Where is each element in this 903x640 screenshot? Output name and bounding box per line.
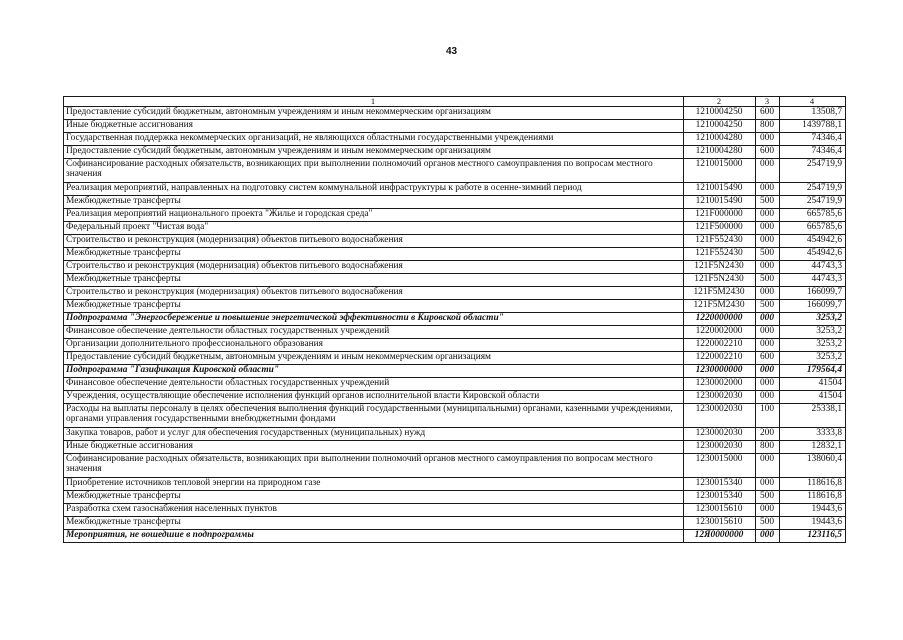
row-name-cell: Организации дополнительного профессионального образования [64,338,684,351]
row-name-cell: Реализация мероприятий национального проекта "Жилье и городская среда" [64,208,684,221]
table-row [64,364,846,377]
table-row [64,106,846,119]
row-code-cell: 1210015000 [684,158,756,182]
budget-table [63,96,846,543]
row-vr-cell: 800 [756,119,780,132]
row-vr-cell: 500 [756,490,780,503]
column-header-code: 2 [684,97,756,107]
row-code-cell: 121F5M2430 [684,286,756,299]
row-name-cell: Софинансирование расходных обязательств, возникающих при выполнении полномочий органов местного самоуправления по вопросам местного значения [64,158,684,182]
row-name-cell: Федеральный проект "Чистая вода" [64,221,684,234]
row-code-cell: 12Я0000000 [684,529,756,542]
row-code-cell: 121F500000 [684,221,756,234]
row-name-cell: Строительство и реконструкция (модернизация) объектов питьевого водоснабжения [64,234,684,247]
row-name-cell: Расходы на выплаты персоналу в целях обеспечения выполнения функций государственными (муниципальными) органами, казенными учреждениями, органами управления государственными внебюджетными фондами [64,403,684,427]
row-vr-cell: 000 [756,208,780,221]
row-code-cell: 121F5N2430 [684,273,756,286]
row-vr-cell: 000 [756,221,780,234]
row-vr-cell: 600 [756,351,780,364]
row-name-cell: Межбюджетные трансферты [64,195,684,208]
row-name-cell: Межбюджетные трансферты [64,516,684,529]
row-name-cell: Финансовое обеспечение деятельности областных государственных учреждений [64,377,684,390]
row-vr-cell: 800 [756,440,780,453]
row-amount-cell: 665785,6 [780,208,846,221]
row-vr-cell: 200 [756,427,780,440]
row-vr-cell: 500 [756,273,780,286]
row-amount-cell: 118616,8 [780,477,846,490]
table-row [64,453,846,477]
row-name-cell: Разработка схем газоснабжения населенных пунктов [64,503,684,516]
row-amount-cell: 3253,2 [780,338,846,351]
row-amount-cell: 25338,1 [780,403,846,427]
row-name-cell: Иные бюджетные ассигнования [64,119,684,132]
row-code-cell: 1230002030 [684,427,756,440]
table-row [64,338,846,351]
row-code-cell: 1210004280 [684,145,756,158]
table-row [64,234,846,247]
row-name-cell: Закупка товаров, работ и услуг для обеспечения государственных (муниципальных) нужд [64,427,684,440]
row-amount-cell: 254719,9 [780,195,846,208]
row-vr-cell: 000 [756,529,780,542]
table-row [64,312,846,325]
row-amount-cell: 166099,7 [780,299,846,312]
row-amount-cell: 665785,6 [780,221,846,234]
row-amount-cell: 3253,2 [780,312,846,325]
row-vr-cell: 000 [756,312,780,325]
row-amount-cell: 74346,4 [780,145,846,158]
row-amount-cell: 19443,6 [780,503,846,516]
row-name-cell: Государственная поддержка некоммерческих организаций, не являющихся областными государственными учреждениями [64,132,684,145]
row-amount-cell: 454942,6 [780,234,846,247]
row-code-cell: 1230000000 [684,364,756,377]
table-row [64,390,846,403]
row-name-cell: Финансовое обеспечение деятельности областных государственных учреждений [64,325,684,338]
row-vr-cell: 000 [756,132,780,145]
row-code-cell: 1230002030 [684,403,756,427]
row-amount-cell: 44743,3 [780,273,846,286]
row-name-cell: Межбюджетные трансферты [64,490,684,503]
row-code-cell: 1220002210 [684,338,756,351]
table-row [64,325,846,338]
table-row [64,440,846,453]
row-amount-cell: 254719,9 [780,182,846,195]
row-amount-cell: 454942,6 [780,247,846,260]
table-row [64,299,846,312]
row-vr-cell: 000 [756,234,780,247]
row-amount-cell: 138060,4 [780,453,846,477]
table-row [64,145,846,158]
row-name-cell: Подпрограмма "Энергосбережение и повышение энергетической эффективности в Кировской области" [64,312,684,325]
row-amount-cell: 179564,4 [780,364,846,377]
row-vr-cell: 000 [756,182,780,195]
row-vr-cell: 000 [756,477,780,490]
table-row [64,286,846,299]
row-amount-cell: 254719,9 [780,158,846,182]
row-name-cell: Мероприятия, не вошедшие в подпрограммы [64,529,684,542]
table-row [64,351,846,364]
row-amount-cell: 166099,7 [780,286,846,299]
row-name-cell: Строительство и реконструкция (модернизация) объектов питьевого водоснабжения [64,260,684,273]
column-header-amount: 4 [780,97,846,107]
row-code-cell: 1210004250 [684,119,756,132]
row-name-cell: Учреждения, осуществляющие обеспечение исполнения функций органов исполнительной власти Кировской области [64,390,684,403]
table-row [64,132,846,145]
row-vr-cell: 000 [756,338,780,351]
row-amount-cell: 3253,2 [780,325,846,338]
row-code-cell: 1220000000 [684,312,756,325]
row-amount-cell: 44743,3 [780,260,846,273]
table-row [64,195,846,208]
budget-table-body [64,97,846,543]
row-vr-cell: 000 [756,158,780,182]
row-code-cell: 1220002000 [684,325,756,338]
table-row [64,260,846,273]
row-code-cell: 1220002210 [684,351,756,364]
table-row [64,247,846,260]
row-vr-cell: 000 [756,390,780,403]
row-code-cell: 1230015610 [684,516,756,529]
row-name-cell: Предоставление субсидий бюджетным, автономным учреждениям и иным некоммерческим организациям [64,145,684,158]
row-code-cell: 1210015490 [684,195,756,208]
row-vr-cell: 000 [756,453,780,477]
row-name-cell: Предоставление субсидий бюджетным, автономным учреждениям и иным некоммерческим организациям [64,351,684,364]
row-code-cell: 121F552430 [684,234,756,247]
row-code-cell: 121F552430 [684,247,756,260]
row-name-cell: Межбюджетные трансферты [64,247,684,260]
table-row [64,182,846,195]
row-vr-cell: 600 [756,106,780,119]
row-vr-cell: 500 [756,299,780,312]
row-code-cell: 1210004250 [684,106,756,119]
row-code-cell: 1230002030 [684,390,756,403]
row-vr-cell: 000 [756,260,780,273]
row-vr-cell: 000 [756,364,780,377]
row-amount-cell: 123116,5 [780,529,846,542]
row-vr-cell: 000 [756,286,780,299]
row-vr-cell: 000 [756,503,780,516]
row-code-cell: 1230015000 [684,453,756,477]
table-row [64,529,846,542]
row-amount-cell: 1439788,1 [780,119,846,132]
row-name-cell: Иные бюджетные ассигнования [64,440,684,453]
row-vr-cell: 500 [756,516,780,529]
row-amount-cell: 3333,8 [780,427,846,440]
row-code-cell: 1230015340 [684,477,756,490]
row-name-cell: Реализация мероприятий, направленных на подготовку систем коммунальной инфраструктуры к работе в осенне-зимний период [64,182,684,195]
row-vr-cell: 000 [756,325,780,338]
row-amount-cell: 19443,6 [780,516,846,529]
column-header-name: 1 [64,97,684,107]
table-row [64,377,846,390]
row-amount-cell: 74346,4 [780,132,846,145]
table-row [64,477,846,490]
table-header-row [64,97,846,107]
row-vr-cell: 500 [756,195,780,208]
row-code-cell: 1230002030 [684,440,756,453]
row-vr-cell: 000 [756,377,780,390]
row-name-cell: Межбюджетные трансферты [64,299,684,312]
table-row [64,273,846,286]
row-code-cell: 1230015610 [684,503,756,516]
row-code-cell: 121F000000 [684,208,756,221]
table-row [64,427,846,440]
row-vr-cell: 500 [756,247,780,260]
row-code-cell: 1210004280 [684,132,756,145]
row-code-cell: 1230015340 [684,490,756,503]
table-row [64,516,846,529]
row-name-cell: Софинансирование расходных обязательств, возникающих при выполнении полномочий органов местного самоуправления по вопросам местного значения [64,453,684,477]
row-name-cell: Приобретение источников тепловой энергии на природном газе [64,477,684,490]
row-code-cell: 121F5M2430 [684,299,756,312]
row-code-cell: 1210015490 [684,182,756,195]
column-header-vr: 3 [756,97,780,107]
table-row [64,208,846,221]
row-name-cell: Строительство и реконструкция (модернизация) объектов питьевого водоснабжения [64,286,684,299]
row-vr-cell: 600 [756,145,780,158]
row-amount-cell: 41504 [780,390,846,403]
table-row [64,503,846,516]
row-code-cell: 121F5N2430 [684,260,756,273]
row-name-cell: Предоставление субсидий бюджетным, автономным учреждениям и иным некоммерческим организациям [64,106,684,119]
table-row [64,221,846,234]
table-row [64,158,846,182]
row-amount-cell: 12832,1 [780,440,846,453]
row-name-cell: Межбюджетные трансферты [64,273,684,286]
row-amount-cell: 41504 [780,377,846,390]
table-row [64,119,846,132]
row-name-cell: Подпрограмма "Газификация Кировской области" [64,364,684,377]
table-row [64,403,846,427]
row-amount-cell: 13508,7 [780,106,846,119]
row-amount-cell: 3253,2 [780,351,846,364]
row-vr-cell: 100 [756,403,780,427]
row-code-cell: 1230002000 [684,377,756,390]
table-row [64,490,846,503]
page-number: 43 [445,46,458,57]
row-amount-cell: 118616,8 [780,490,846,503]
